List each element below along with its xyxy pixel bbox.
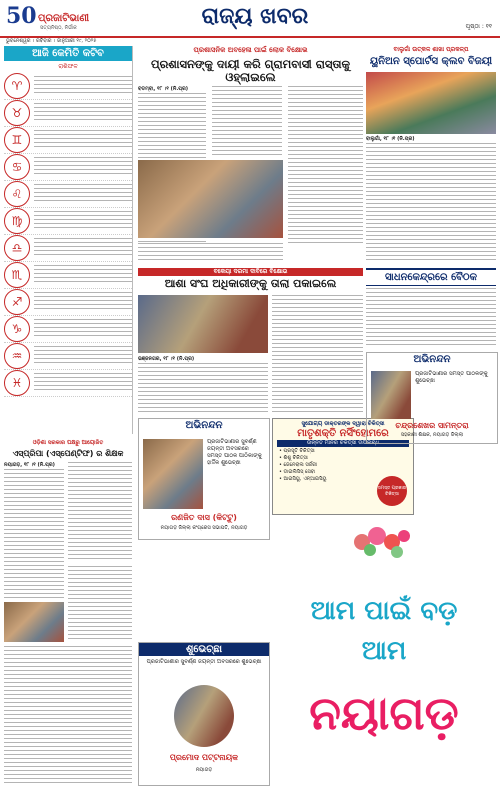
left-photo bbox=[4, 602, 64, 642]
main-headline: ପ୍ରଶାସନଙ୍କୁ ଦାୟୀ କରି ଗ୍ରାମବାସୀ ରାସ୍ତାକୁ ଓହ୍ଲାଇଲେ bbox=[150, 57, 351, 84]
horoscope-row bbox=[4, 181, 132, 208]
horoscope-row bbox=[4, 154, 132, 181]
hospital-name: ମାତୃଶକ୍ତି ନର୍ସିଂହୋମରେ bbox=[297, 428, 389, 439]
left-headline: ଏସ୍‌ପ୍ରିପା (ଏସ୍‌ପେଣ୍ଟିଫ) ର ଶିକ୍ଷକ bbox=[12, 449, 124, 458]
horoscope-row bbox=[4, 235, 132, 262]
zodiac-sign-icon: ♌ bbox=[4, 181, 30, 207]
shubhechha-ad bbox=[138, 642, 270, 786]
right-byline: ବାଲୁଗାଁ, ୧୮ ।୧ (ନି.ପ୍ର) bbox=[366, 136, 415, 142]
horoscope-row bbox=[4, 100, 132, 127]
horoscope-text bbox=[34, 184, 132, 204]
shubhechha-name: ପ୍ରମୋଦ ପଟ୍ଟନାୟକ bbox=[169, 753, 239, 762]
left-text-bottom bbox=[4, 646, 132, 784]
abhinandan-1-title: ଅଭିନନ୍ଦନ bbox=[139, 419, 269, 432]
horoscope-row bbox=[4, 343, 132, 370]
horoscope-row bbox=[4, 127, 132, 154]
zodiac-sign-icon: ♈ bbox=[4, 73, 30, 99]
abhinandan-1-message: ପ୍ରଜାଟିଭାଣୀର ସୁବର୍ଣ୍ଣ ଜୟନ୍ତୀ ଅବସରରେ ସମସ୍ତ ପାଠକ ପାଠିକାଙ୍କୁ ହାର୍ଦ୍ଦିକ ଶୁଭେଚ୍ଛା bbox=[207, 439, 262, 466]
nayagarh-line1: ଆମ ପାଇଁ ବଡ଼ bbox=[310, 596, 458, 626]
abhinandan-2-name: ଚନ୍ଦ୍ରଶେଖର ସାମନ୍ତରା bbox=[395, 421, 469, 430]
abhinandan-2-photo bbox=[371, 371, 411, 419]
asha-photo bbox=[138, 295, 268, 353]
hospital-badge: ସମସ୍ତ ପ୍ରକାର ଚିକିତ୍ସା bbox=[377, 476, 407, 506]
abhinandan-1-name: ରଣଜିତ ଦାସ (କିଟ୍ଟୁ) bbox=[171, 513, 237, 522]
meeting-text bbox=[366, 288, 496, 348]
hospital-service-item: • ଡାଇଲିସିସ୍ ସେବା bbox=[279, 469, 316, 475]
zodiac-sign-icon: ♉ bbox=[4, 100, 30, 126]
horoscope-text bbox=[34, 292, 132, 312]
asha-kicker: ବକେୟା ଦରମା ଦାବିରେ ବିକ୍ଷୋଭ bbox=[138, 268, 363, 276]
horoscope-row bbox=[4, 262, 132, 289]
left-text-col1 bbox=[4, 469, 64, 599]
horoscope-text bbox=[34, 238, 132, 258]
nayagarh-line3: ନୟାଗଡ଼ bbox=[309, 686, 459, 740]
horoscope-row bbox=[4, 370, 132, 397]
horoscope-text bbox=[34, 265, 132, 285]
horoscope-column bbox=[4, 46, 133, 434]
zodiac-sign-icon: ♒ bbox=[4, 343, 30, 369]
flower-bouquet-icon bbox=[342, 522, 422, 562]
abhinandan-1-designation: ନୟାଗଡ଼ ଜିଲ୍ଲା କଂଗ୍ରେସ ସଭାପତି, ନୟାଗଡ଼ bbox=[160, 525, 248, 531]
main-text-col3 bbox=[288, 86, 363, 246]
abhinandan-2-title: ଅଭିନନ୍ଦନ bbox=[367, 353, 497, 366]
nayagarh-line2: ଆମ bbox=[361, 636, 407, 666]
page-number: ପୃଷ୍ଠା : ୧୧ bbox=[465, 23, 492, 30]
abhinandan-1-ad bbox=[138, 418, 270, 540]
asha-text-col2 bbox=[272, 295, 363, 415]
shubhechha-designation: ନୟାଗଡ଼ bbox=[195, 767, 213, 773]
left-text-col2b bbox=[68, 566, 132, 642]
left-kicker: ଓଡ଼ିଶା ସରକାର ପକ୍ଷରୁ ଆୟୋଜିତ bbox=[32, 440, 104, 446]
right-text bbox=[366, 143, 496, 263]
shubhechha-message: ପ୍ରଜାଟିଭାଣୀର ସୁବର୍ଣ୍ଣ ଜୟନ୍ତୀ ଅବସରରେ ଶୁଭେଚ୍ଛା bbox=[146, 659, 262, 665]
abhinandan-2-designation: ସହକାରୀ ଶିକ୍ଷକ, ନୟାଗଡ଼ ଜିଲ୍ଲା bbox=[400, 432, 464, 438]
zodiac-sign-icon: ♎ bbox=[4, 235, 30, 261]
zodiac-sign-icon: ♊ bbox=[4, 127, 30, 153]
hospital-service-item: • ପ୍ରସୂତି ଚିକିତ୍ସା bbox=[279, 448, 315, 454]
horoscope-row bbox=[4, 289, 132, 316]
protest-photo bbox=[138, 160, 283, 238]
hospital-service-item: • ଶିଶୁ ଚିକିତ୍ସା bbox=[279, 455, 308, 461]
zodiac-sign-icon: ♓ bbox=[4, 370, 30, 396]
zodiac-sign-icon: ♑ bbox=[4, 316, 30, 342]
masthead bbox=[0, 0, 500, 38]
right-kicker: ବାଲୁଗାଁ ଉତ୍କଳ ଶାଖା ପ୍ରକଳ୍ପ bbox=[393, 46, 469, 53]
tagline: ସତ୍ୟନିଷ୍ଠ, ନିର୍ଭୀକ bbox=[40, 25, 77, 31]
asha-text-col1 bbox=[138, 363, 268, 415]
horoscope-subtitle: ରାଶିଫଳ bbox=[58, 63, 78, 70]
zodiac-sign-icon: ♍ bbox=[4, 208, 30, 234]
main-kicker: ପ୍ରଶାସନିକ ଅବହେଳା ପାଇଁ ଲୋକ ବିକ୍ଷୋଭ bbox=[193, 46, 308, 54]
section-title: ରାଜ୍ୟ ଖବର bbox=[201, 4, 309, 29]
horoscope-title: ଆଜି କେମିତି କଟିବ bbox=[4, 46, 132, 61]
zodiac-sign-icon: ♋ bbox=[4, 154, 30, 180]
hospital-tagline: ସୁଯୋଗ୍ୟ ଡାକ୍ତରଙ୍କ ଦ୍ୱାରା ଚିକିତ୍ସା bbox=[301, 421, 385, 427]
horoscope-row bbox=[4, 208, 132, 235]
main-byline: ବଡମ୍ବା, ୧୮ ।୧ (ନି.ପ୍ର) bbox=[138, 86, 189, 92]
zodiac-sign-icon: ♐ bbox=[4, 289, 30, 315]
main-text-bottom bbox=[138, 243, 283, 263]
hospital-service-item: • ଜେନେରାଲ ସର୍ଜରୀ bbox=[279, 462, 317, 468]
abhinandan-2-ad bbox=[366, 352, 498, 444]
horoscope-text bbox=[34, 130, 132, 150]
abhinandan-1-photo bbox=[143, 439, 203, 509]
dateline: ଭୁବନେଶ୍ୱର । ରବିବାର । ଜାନୁଆରୀ ୧୯, ୨୦୨୫ bbox=[6, 38, 97, 44]
horoscope-text bbox=[34, 103, 132, 123]
shubhechha-title: ଶୁଭେଚ୍ଛା bbox=[139, 643, 269, 656]
meeting-headline: ସାଧନକେନ୍ଦ୍ରରେ ବୈଠକ bbox=[366, 268, 496, 286]
logo-number: 50 bbox=[6, 3, 37, 29]
horoscope-text bbox=[34, 373, 132, 393]
horoscope-text bbox=[34, 319, 132, 339]
horoscope-text bbox=[34, 346, 132, 366]
zodiac-sign-icon: ♏ bbox=[4, 262, 30, 288]
asha-headline: ଆଶା ସଂଘ ଅଧିକାରୀଙ୍କୁ ତାଲା ପକାଇଲେ bbox=[164, 277, 337, 290]
nayagarh-ad bbox=[272, 516, 496, 784]
horoscope-text bbox=[34, 157, 132, 177]
horoscope-row bbox=[4, 316, 132, 343]
hospital-service-item: • ଆଇସିୟୁ, ଏନ୍‌ଆଇସିୟୁ bbox=[279, 476, 327, 482]
asha-byline: ଭଞ୍ଜନଗର, ୧୮ ।୧ (ନି.ପ୍ର) bbox=[138, 356, 195, 362]
left-text-col2 bbox=[68, 462, 132, 562]
main-text-col2 bbox=[212, 86, 282, 156]
abhinandan-2-message: ପ୍ରଜାଟିଭାଣୀର ସମସ୍ତ ପାଠକଙ୍କୁ ଶୁଭେଚ୍ଛା bbox=[415, 371, 488, 384]
right-headline: ୟୁନିଅନ ସ୍ପୋର୍ଟସ କ୍ଲବ ବିଜୟୀ bbox=[369, 56, 493, 67]
left-byline: ନୟାଗଡ଼, ୧୮ ।୧ (ନି.ପ୍ର) bbox=[4, 462, 55, 468]
shubhechha-photo bbox=[174, 685, 234, 747]
horoscope-text bbox=[34, 76, 132, 96]
horoscope-text bbox=[34, 211, 132, 231]
horoscope-row bbox=[4, 73, 132, 100]
paper-name: ପ୍ରଜାଟିଭାଣୀ bbox=[38, 13, 90, 24]
hospital-subline: ଉନ୍ନତ ମାନର ଚିକିତ୍ସା ଉପଲବ୍ଧ bbox=[277, 440, 409, 447]
sports-photo bbox=[366, 72, 496, 134]
horoscope-signs bbox=[4, 73, 132, 397]
